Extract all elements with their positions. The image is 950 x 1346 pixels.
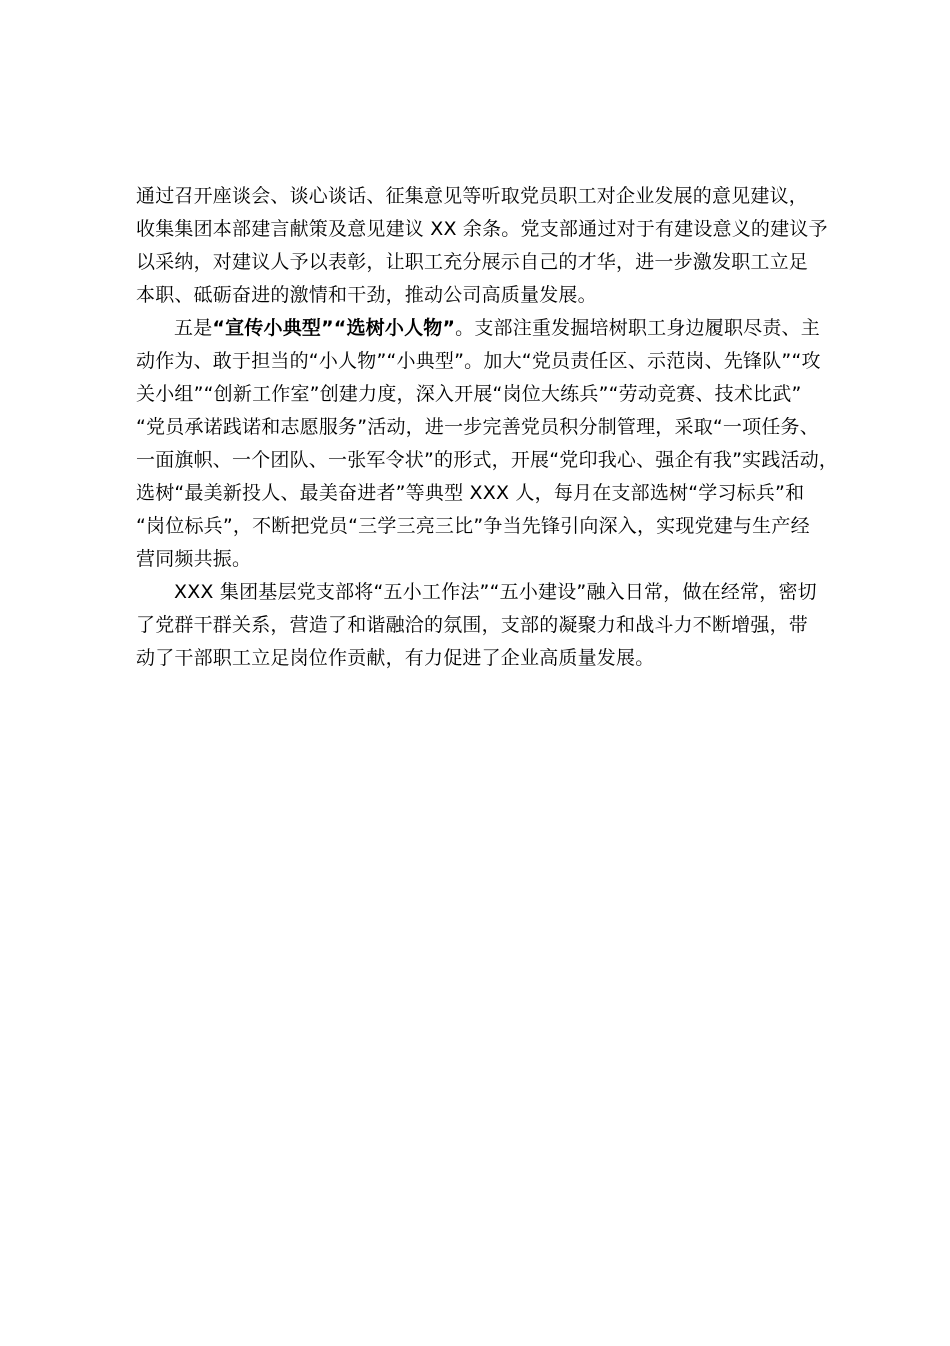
- paragraph-2-line-8: 营同频共振。: [136, 548, 252, 570]
- paragraph-1-line-3: 以采纳，对建议人予以表彰，让职工充分展示自己的才华，进一步激发职工立足: [136, 251, 809, 273]
- paragraph-1-line-4: 本职、砥砺奋进的激情和干劲，推动公司高质量发展。: [136, 284, 597, 306]
- document-body: [136, 180, 839, 675]
- paragraph-3-line-3: 动了干部职工立足岗位作贡献，有力促进了企业高质量发展。: [136, 647, 655, 669]
- paragraph-2-lead-rest: 。支部注重发掘培树职工身边履职尽责、主: [455, 317, 820, 339]
- paragraph-3-line-2: 了党群干群关系，营造了和谐融洽的氛围，支部的凝聚力和战斗力不断增强，带: [136, 614, 809, 636]
- paragraph-2-line-6: 选树“最美新投人、最美奋进者”等典型 XXX 人，每月在支部选树“学习标兵”和: [136, 482, 805, 504]
- paragraph-2-line-3: 关小组”“创新工作室”创建力度，深入开展“岗位大练兵”“劳动竞赛、技术比武”: [136, 383, 802, 405]
- paragraph-2-line-5: 一面旗帜、一个团队、一张军令状”的形式，开展“党印我心、强企有我”实践活动，: [136, 449, 839, 471]
- paragraph-2-bold-heading: “宣传小典型”“选树小人物”: [212, 317, 456, 339]
- paragraph-3-line-1: XXX 集团基层党支部将“五小工作法”“五小建设”融入日常，做在经常，密切: [174, 581, 817, 603]
- paragraph-2-line-4: “党员承诺践诺和志愿服务”活动，进一步完善党员积分制管理，采取“一项任务、: [136, 416, 819, 438]
- paragraph-2-lead: 五是: [174, 317, 213, 339]
- paragraph-1-line-2: 收集集团本部建言献策及意见建议 XX 余条。党支部通过对于有建设意义的建议予: [136, 218, 828, 240]
- paragraph-2-line-7: “岗位标兵”，不断把党员“三学三亮三比”争当先锋引向深入，实现党建与生产经: [136, 515, 810, 537]
- paragraph-2-line-2: 动作为、敢于担当的“小人物”“小典型”。加大“党员责任区、示范岗、先锋队”“攻: [136, 350, 821, 372]
- paragraph-2-line-1: [136, 312, 836, 345]
- paragraph-1-line-1: 通过召开座谈会、谈心谈话、征集意见等听取党员职工对企业发展的意见建议，: [136, 185, 809, 207]
